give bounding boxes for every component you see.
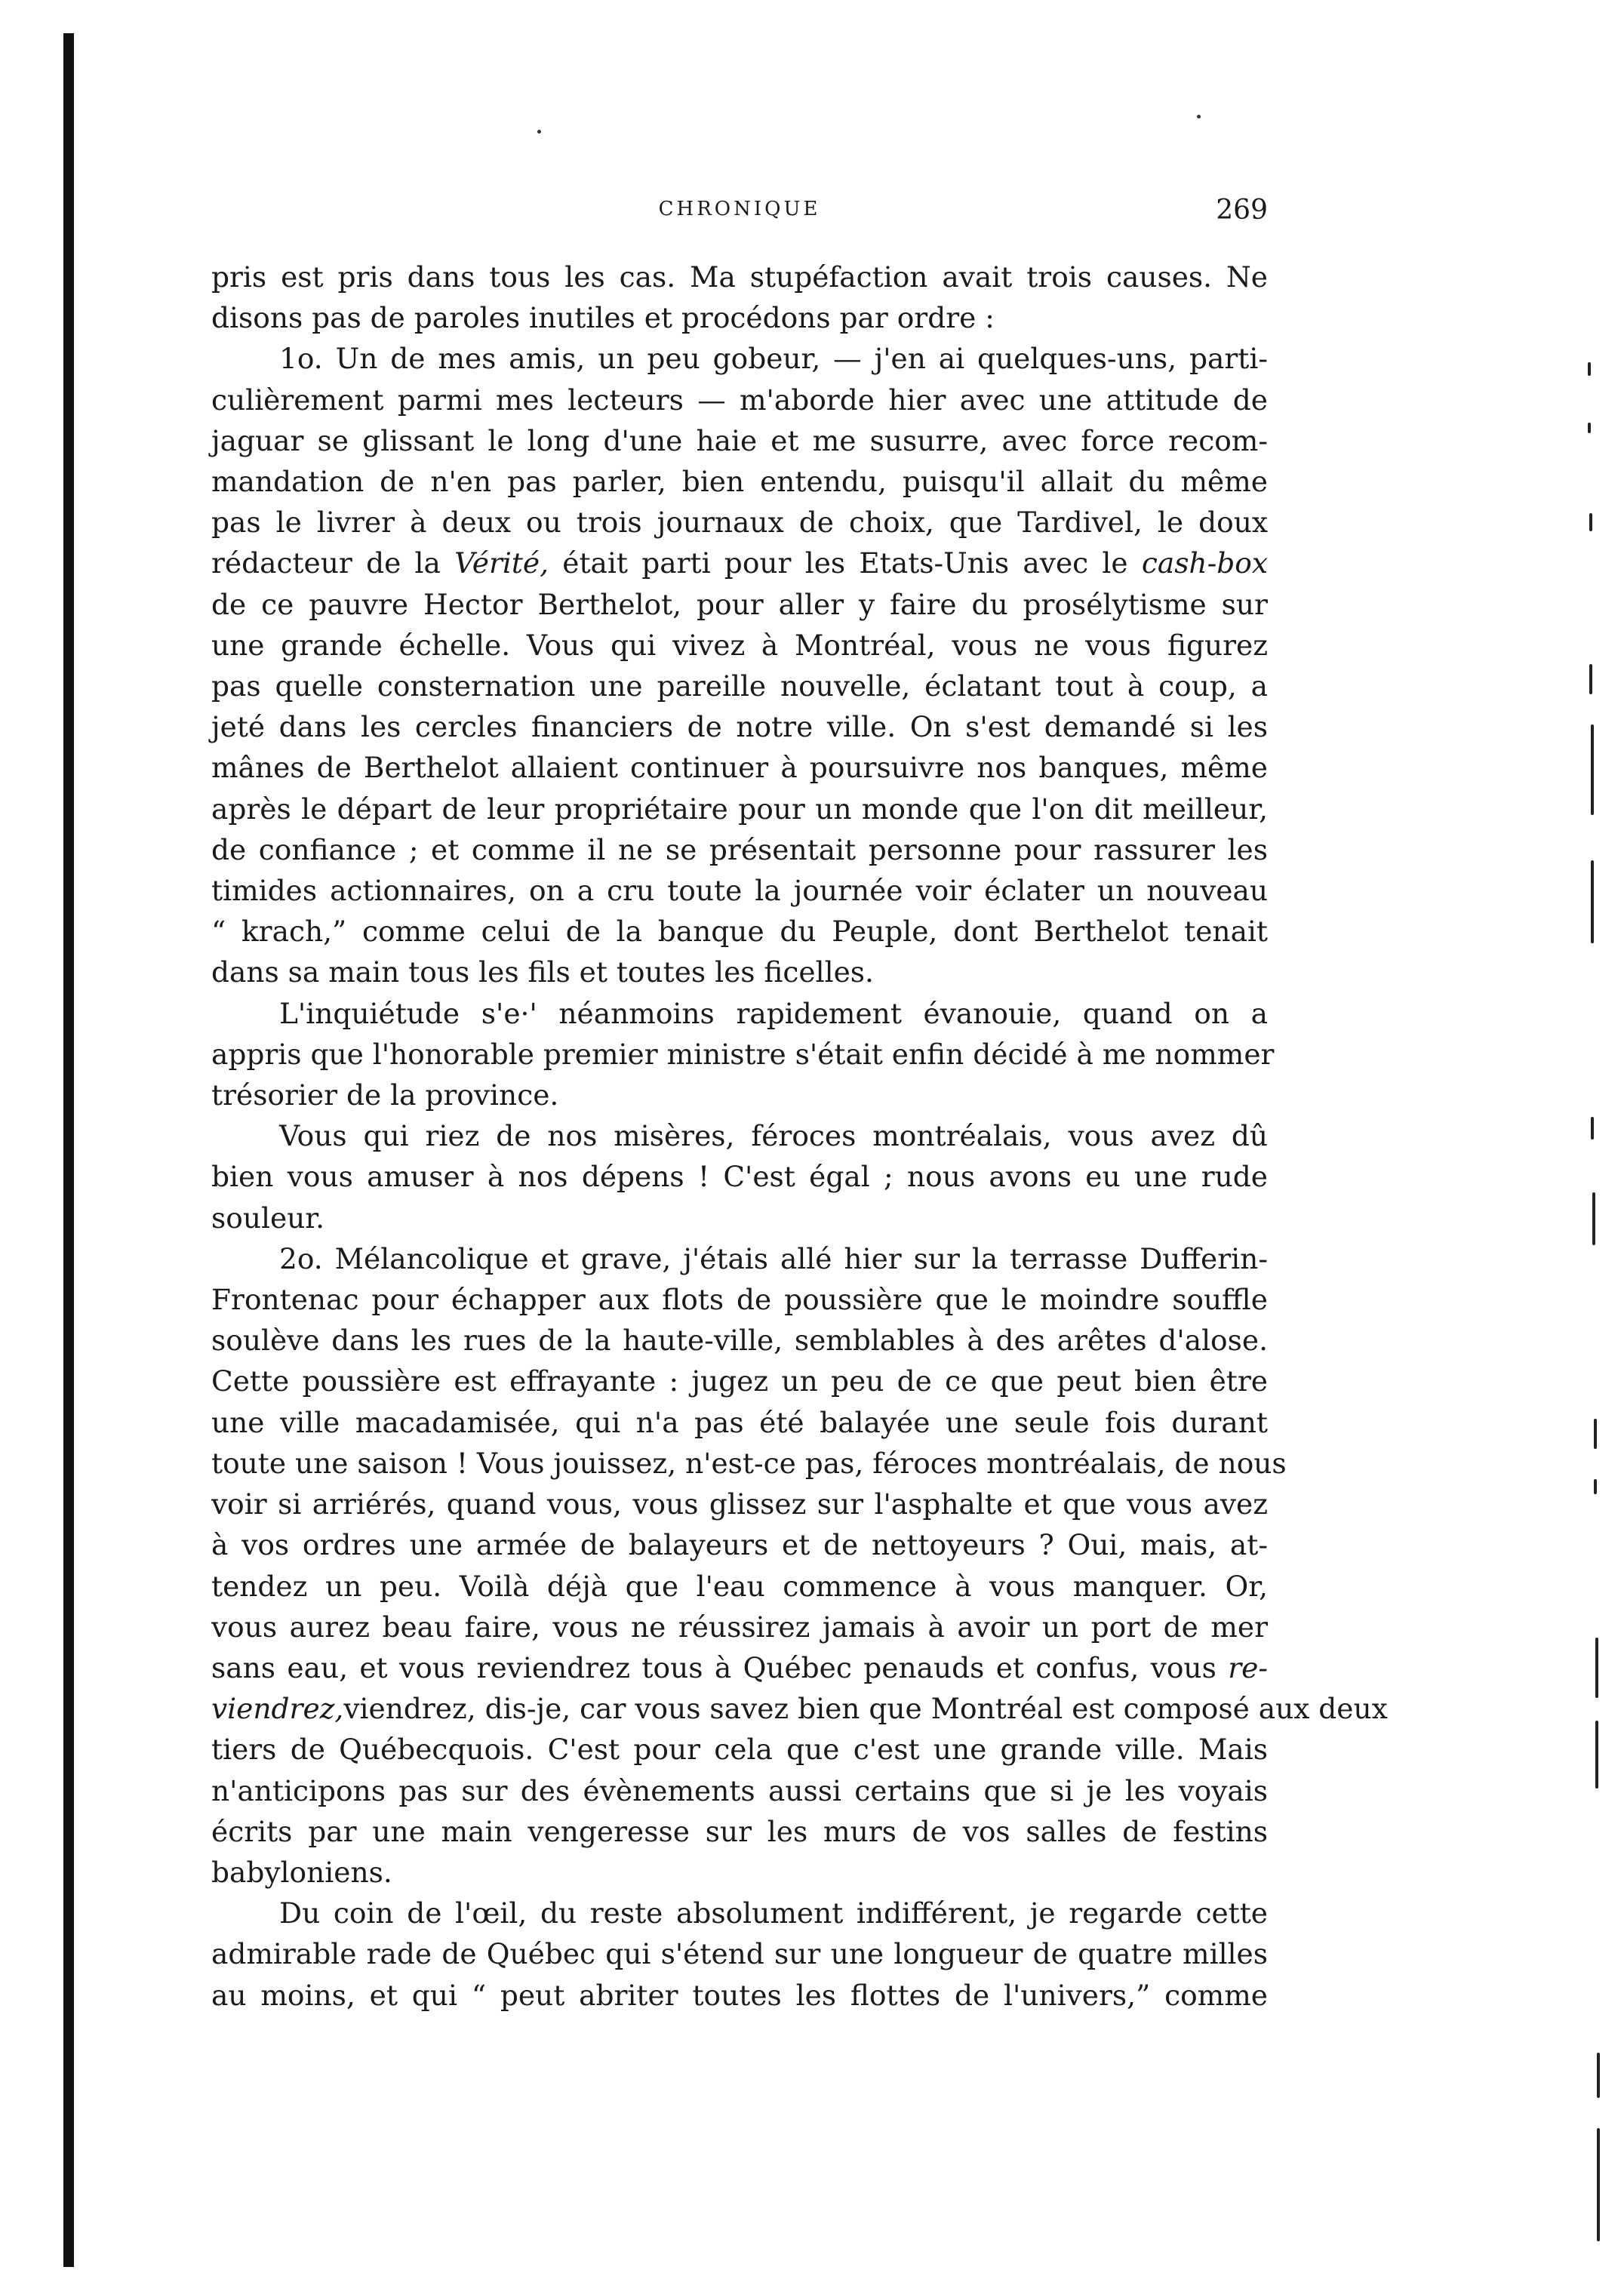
text-line: une grande échelle. Vous qui vivez à Montréal, vous ne vous figurez [211,628,1268,662]
text-line: appris que l'honorable premier ministre s'était enfin décidé à me nommer [211,1037,1275,1071]
text-line: au moins, et qui “ peut abriter toutes les flottes de l'univers,” comme [211,1978,1268,2012]
italic-word: viendrez, [211,1692,344,1726]
text-line: L'inquiétude s'e·' néanmoins rapidement évanouie, quand on a [279,996,1268,1030]
text-fragment: rédacteur de la [211,546,455,580]
text-line: Du coin de l'œil, du reste absolument indifférent, je regarde cette [279,1896,1268,1930]
text-line: Cette poussière est effrayante : jugez un peu de ce que peut bien être [211,1364,1268,1398]
margin-mark [1589,664,1592,694]
italic-word: re- [1228,1650,1268,1684]
text-line: admirable rade de Québec qui s'étend sur une longueur de quatre milles [211,1937,1268,1971]
text-line: “ krach,” comme celui de la banque du Peuple, dont Berthelot tenait [211,915,1268,949]
text-line: pas le livrer à deux ou trois journaux de choix, que Tardivel, le doux [211,506,1268,540]
margin-mark [1588,362,1591,376]
text-line: tiers de Québecquois. C'est pour cela que c'est une grande ville. Mais [211,1733,1268,1767]
margin-mark [1588,423,1591,433]
text-line: bien vous amuser à nos dépens ! C'est égal ; nous avons eu une rude [211,1160,1268,1194]
margin-mark [1594,1419,1597,1449]
margin-mark [1591,724,1594,815]
text-line: de confiance ; et comme il ne se présentait personne pour rassurer les [211,832,1268,866]
text-line-mixed [211,543,1268,583]
text-line: soulève dans les rues de la haute-ville, semblables à des arêtes d'alose. [211,1324,1268,1358]
scan-speck [1197,115,1201,118]
text-line-mixed [211,1688,1388,1729]
text-line: de ce pauvre Hector Berthelot, pour aller y faire du prosélytisme sur [211,587,1268,621]
text-line: babyloniens. [211,1855,392,1889]
margin-mark [1597,2053,1600,2098]
text-line: Frontenac pour échapper aux flots de poussière que le moindre souffle [211,1283,1268,1317]
text-line: vous aurez beau faire, vous ne réussirez jamais à avoir un port de mer [211,1610,1268,1644]
text-line-mixed [211,1647,1268,1688]
text-line: une ville macadamisée, qui n'a pas été balayée une seule fois durant [211,1405,1268,1439]
text-line: culièrement parmi mes lecteurs — m'aborde hier avec une attitude de [211,383,1268,417]
page-number: 269 [1216,195,1268,226]
margin-mark [1589,513,1592,531]
text-line: toute une saison ! Vous jouissez, n'est-ce pas, féroces montréalais, de nous [211,1446,1287,1480]
binding-edge [63,33,74,2267]
text-line: pas quelle consternation une pareille nouvelle, éclatant tout à coup, a [211,669,1268,703]
text-line: Vous qui riez de nos misères, féroces montréalais, vous avez dû [279,1119,1268,1153]
margin-mark [1597,2128,1600,2241]
text-line: écrits par une main vengeresse sur les murs de vos salles de festins [211,1814,1268,1848]
text-line: 2o. Mélancolique et grave, j'étais allé hier sur la terrasse Dufferin- [279,1241,1268,1275]
italic-title: Vérité, [454,546,549,580]
text-line: voir si arriérés, quand vous, vous glissez sur l'asphalte et que vous avez [211,1487,1268,1521]
text-fragment: sans eau, et vous reviendrez tous à Québec penauds et confus, vous [211,1650,1229,1684]
text-line: après le départ de leur propriétaire pour un monde que l'on dit meilleur, [211,792,1268,826]
text-line: 1o. Un de mes amis, un peu gobeur, — j'en ai quelques-uns, parti- [279,342,1268,376]
margin-mark [1595,1721,1598,1789]
text-fragment: était parti pour les Etats-Unis avec le [549,546,1142,580]
margin-mark [1595,1638,1598,1698]
text-line: trésorier de la province. [211,1078,559,1112]
running-head [211,195,1268,225]
text-line: mandation de n'en pas parler, bien entendu, puisqu'il allait du même [211,465,1268,499]
margin-mark [1591,860,1594,943]
margin-mark [1594,1479,1597,1494]
margin-mark [1592,1192,1595,1245]
text-line: souleur. [211,1201,325,1235]
text-line: à vos ordres une armée de balayeurs et de nettoyeurs ? Oui, mais, at- [211,1528,1268,1562]
text-line: mânes de Berthelot allaient continuer à poursuivre nos banques, même [211,751,1268,785]
italic-term: cash-box [1141,546,1268,580]
text-line: jeté dans les cercles financiers de notre ville. On s'est demandé si les [211,710,1268,744]
text-fragment: viendrez, dis-je, car vous savez bien que Montréal est composé aux deux [343,1692,1388,1726]
text-line: timides actionnaires, on a cru toute la journée voir éclater un nouveau [211,874,1268,908]
margin-mark [1591,1117,1594,1140]
text-line: dans sa main tous les fils et toutes les ficelles. [211,955,874,989]
text-line: jaguar se glissant le long d'une haie et me susurre, avec force recom- [211,423,1268,457]
text-line: n'anticipons pas sur des évènements aussi certains que si je les voyais [211,1773,1268,1807]
text-line: disons pas de paroles inutiles et procédons par ordre : [211,301,995,335]
text-line: tendez un peu. Voilà déjà que l'eau commence à vous manquer. Or, [211,1569,1268,1603]
text-line: pris est pris dans tous les cas. Ma stupéfaction avait trois causes. Ne [211,260,1268,294]
scan-speck [537,130,541,134]
body-text [211,257,1388,2016]
running-title: CHRONIQUE [658,198,821,220]
